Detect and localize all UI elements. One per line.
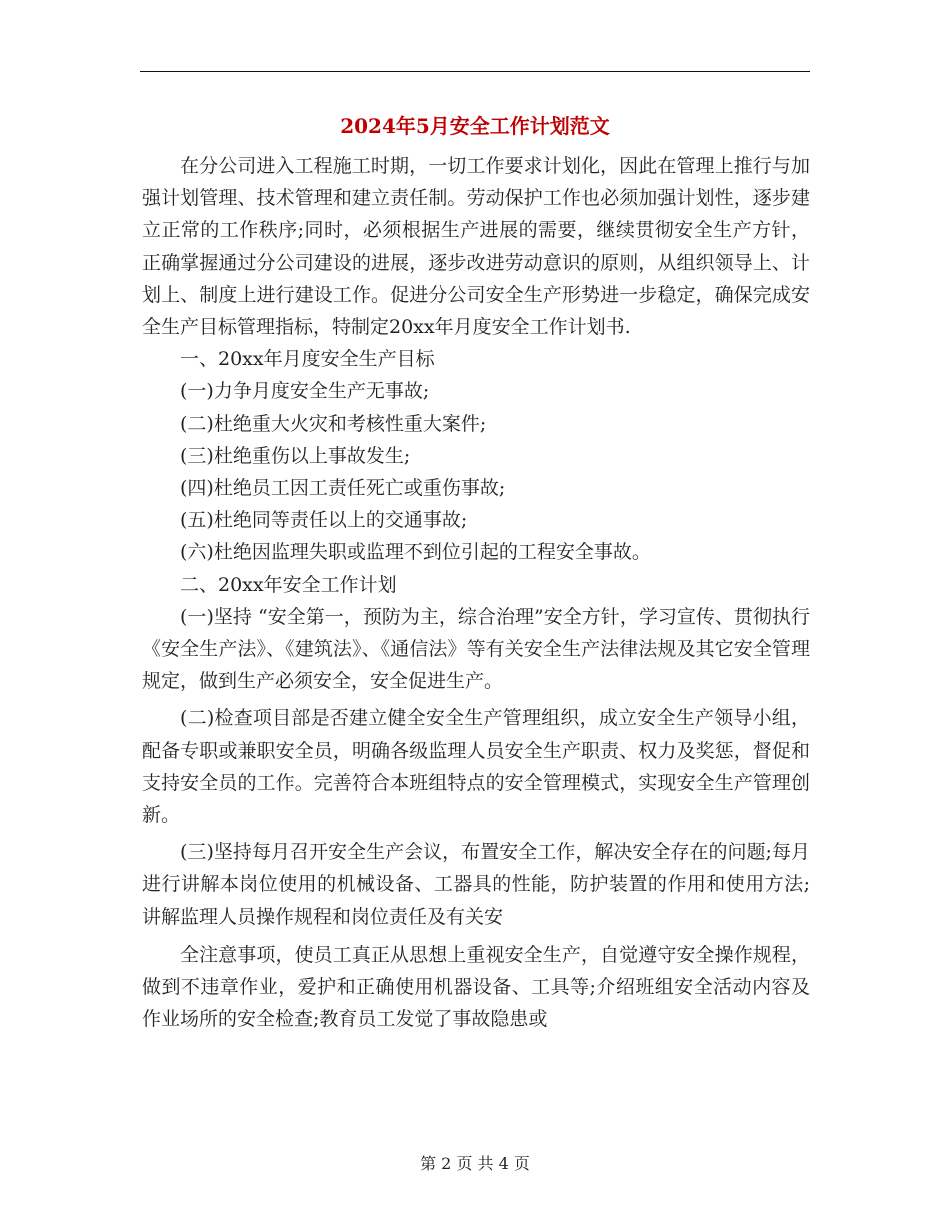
document-title: 2024年5月安全工作计划范文 <box>340 114 610 138</box>
goal-item: (五)杜绝同等责任以上的交通事故; <box>180 509 468 532</box>
plan-item: (一)坚持 “安全第一，预防为主，综合治理”安全方针，学习宣传、贯彻执行《安全生产法》、《建筑法》、《通信法》等有关安全生产法律法规及其它安全管理规定，做到生产必须安全，安全促进生产。 <box>142 605 810 693</box>
page-number: 第 2 页 共 4 页 <box>420 1154 530 1173</box>
paragraph-intro: 在分公司进入工程施工时期，一切工作要求计划化，因此在管理上推行与加强计划管理、技术管理和建立责任制。劳动保护工作也必须加强计划性，逐步建立正常的工作秩序;同时，必须根据生产进展的需要，继续贯彻安全生产方针，正确掌握通过分公司建设的进展，逐步改进劳动意识的原则，从组织领导上、计划上、制度上进行建设工作。促进分公司安全生产形势进一步稳定，确保完成安全生产目标管理指标，特制定20xx年月度安全工作计划书. <box>142 155 810 339</box>
section-heading-goals: 一、20xx年月度安全生产目标 <box>180 348 435 371</box>
goal-item: (六)杜绝因监理失职或监理不到位引起的工程安全事故。 <box>180 541 651 564</box>
goal-item: (四)杜绝员工因工责任死亡或重伤事故; <box>180 477 506 500</box>
plan-item-continued: 全注意事项，使员工真正从思想上重视安全生产，自觉遵守安全操作规程，做到不违章作业，爱护和正确使用机器设备、工具等;介绍班组安全活动内容及作业场所的安全检查;教育员工发觉了事故隐患或 <box>142 943 810 1031</box>
plan-item: (二)检查项目部是否建立健全安全生产管理组织，成立安全生产领导小组，配备专职或兼职安全员，明确各级监理人员安全生产职责、权力及奖惩，督促和支持安全员的工作。完善符合本班组特点的安全管理模式，实现安全生产管理创新。 <box>142 707 810 827</box>
goal-item: (三)杜绝重伤以上事故发生; <box>180 444 411 467</box>
section-heading-plan: 二、20xx年安全工作计划 <box>180 573 397 596</box>
plan-item: (三)坚持每月召开安全生产会议，布置安全工作，解决安全存在的问题;每月进行讲解本岗位使用的机械设备、工器具的性能，防护装置的作用和使用方法;讲解监理人员操作规程和岗位责任及有关安 <box>142 841 810 928</box>
document-body <box>142 150 810 1035</box>
goal-item: (一)力争月度安全生产无事故; <box>180 380 430 403</box>
header-rule <box>140 71 810 72</box>
goal-item: (二)杜绝重大火灾和考核性重大案件; <box>180 412 487 435</box>
